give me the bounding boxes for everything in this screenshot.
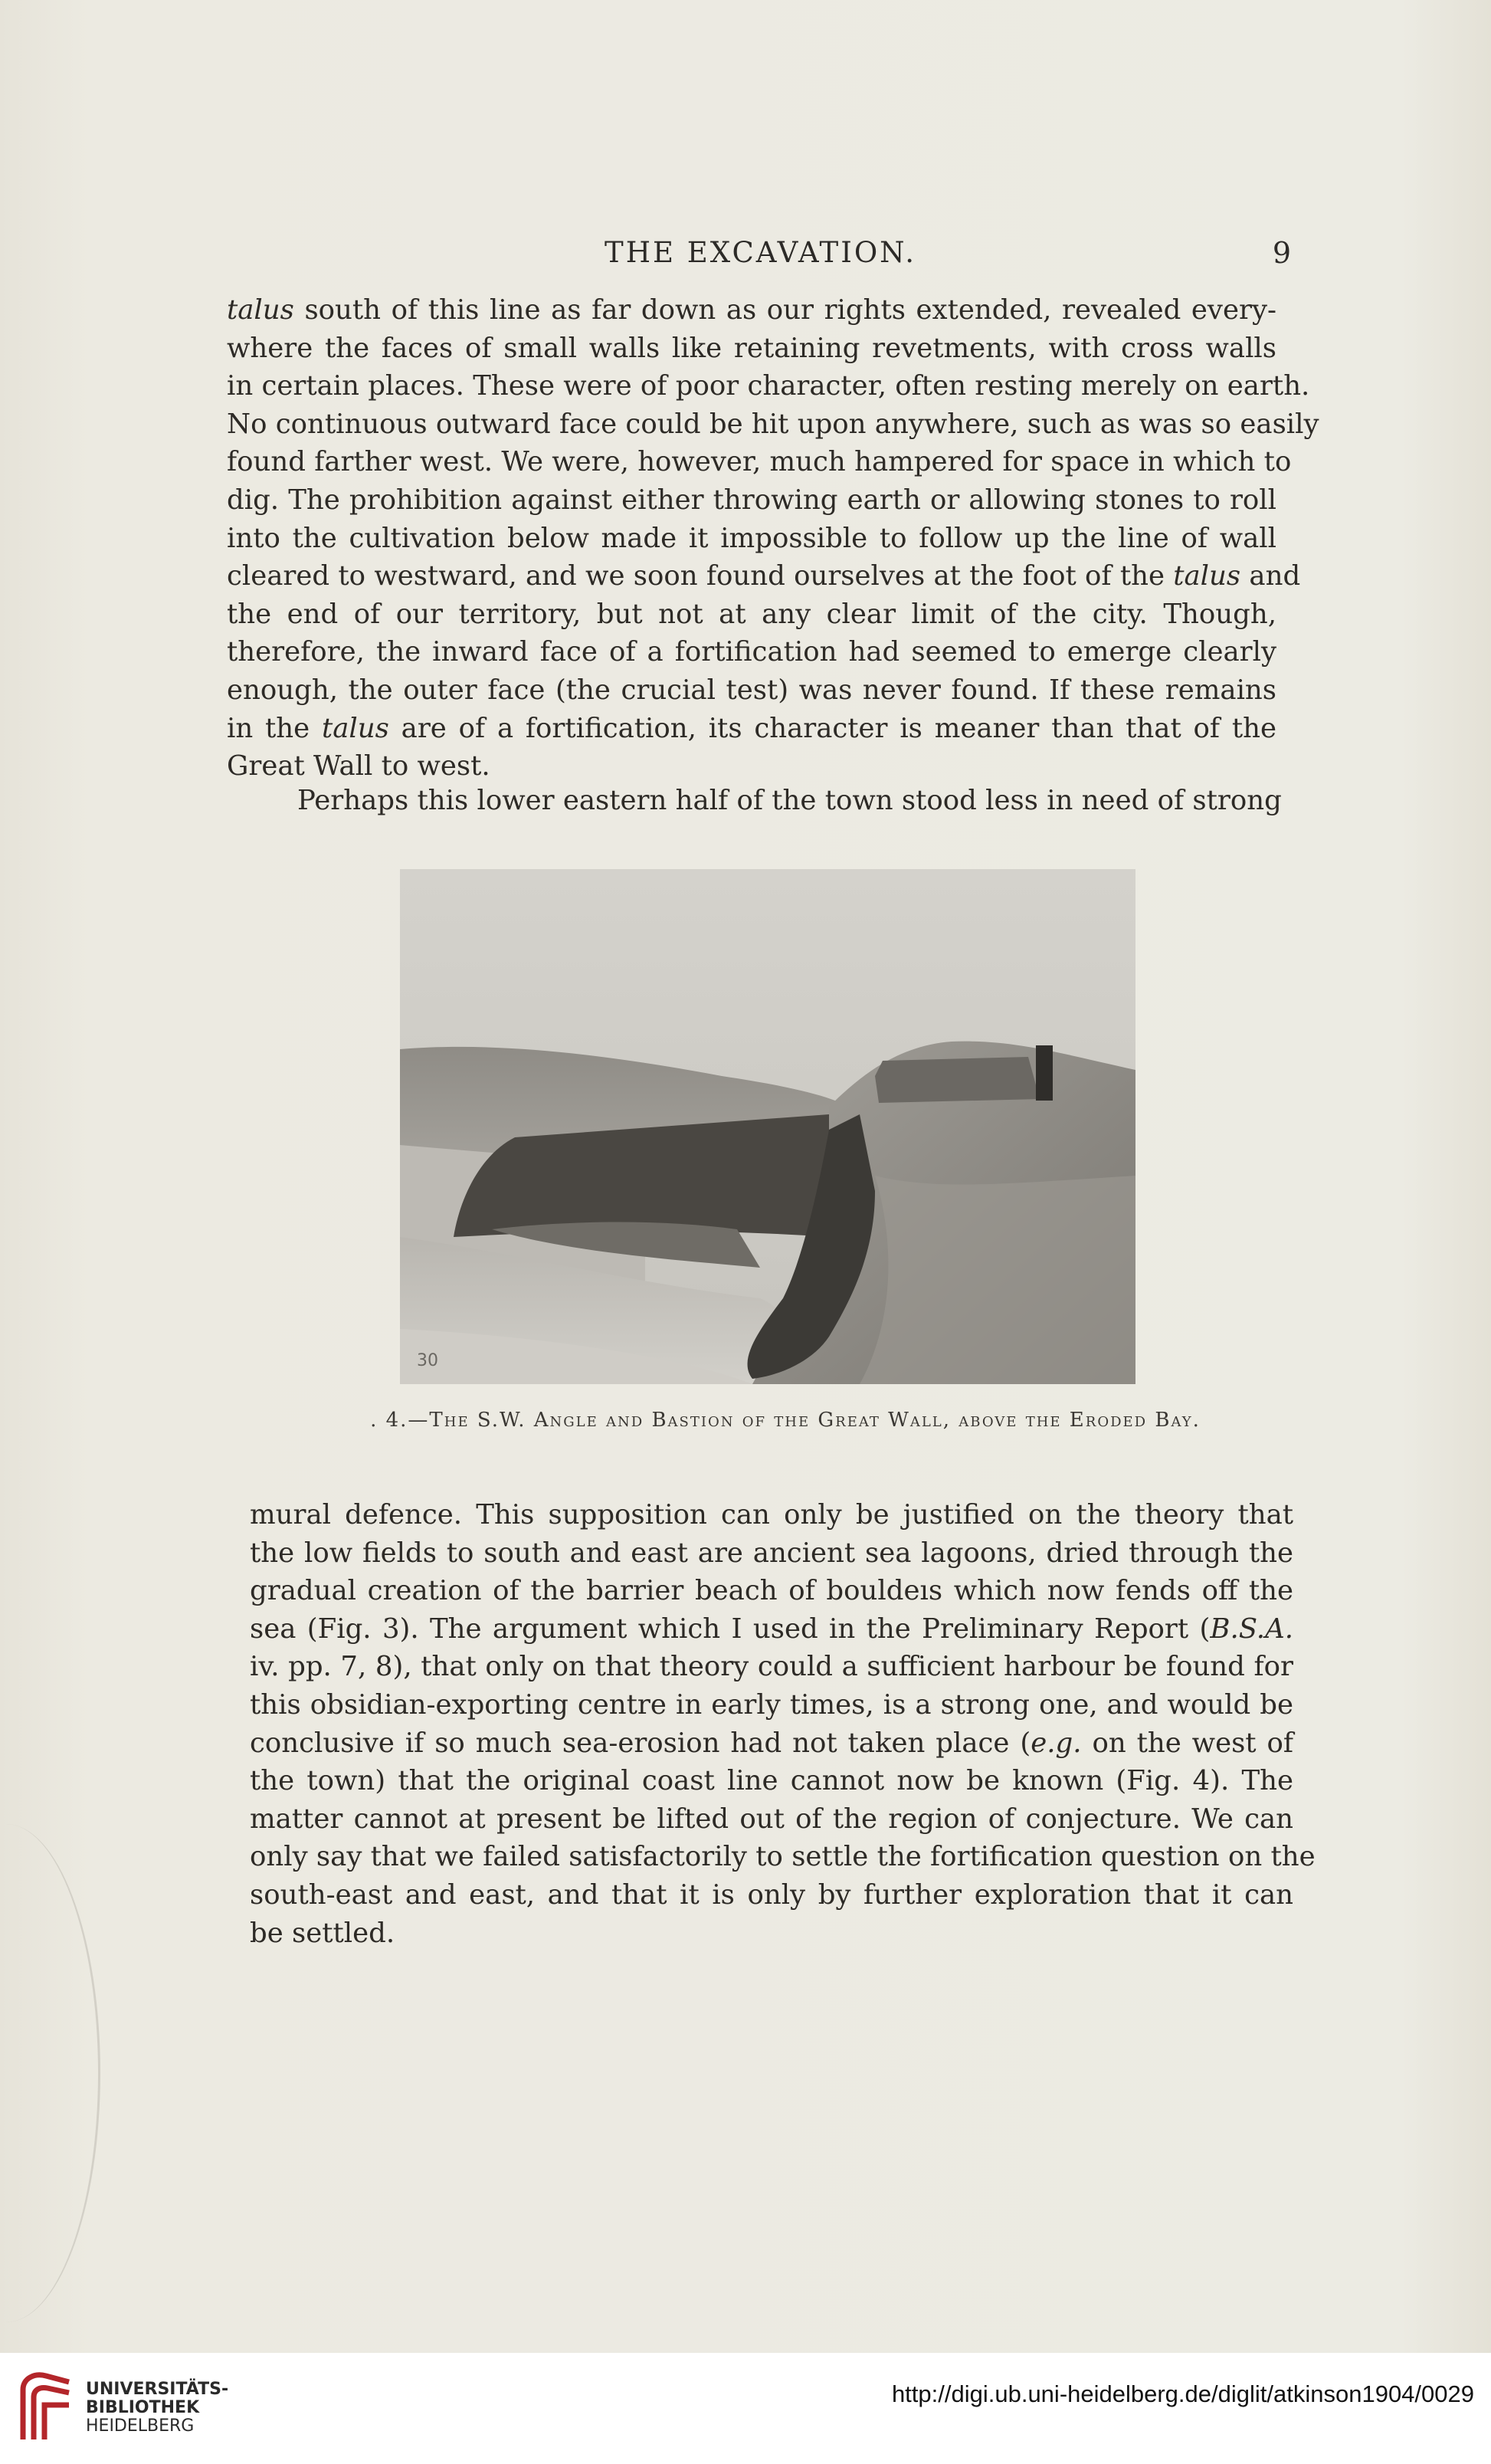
text-line: [227, 710, 1276, 748]
italic-term: talus: [1173, 560, 1241, 592]
text-run: Great Wall to west.: [227, 750, 490, 783]
library-name-line-1: UNIVERSITÄTS-: [86, 2380, 229, 2399]
text-run: on the west of: [1081, 1727, 1294, 1759]
running-header: [230, 236, 1291, 279]
text-line: [227, 520, 1276, 558]
text-line: [250, 1648, 1293, 1686]
text-line: [250, 1496, 1293, 1534]
text-line: [250, 1914, 1293, 1953]
text-run: in certain places. These were of poor character, often resting merely on earth.: [227, 370, 1310, 402]
italic-term: e.g.: [1031, 1727, 1082, 1759]
text-run: the town) that the original coast line cannot now be known (Fig. 4). The: [250, 1765, 1293, 1797]
text-run: mural defence. This supposition can only be justified on the theory that: [250, 1499, 1293, 1531]
text-line: [250, 1800, 1293, 1839]
page-number: 9: [1272, 236, 1291, 270]
text-run: therefore, the inward face of a fortification had seemed to emerge clearly: [227, 636, 1276, 668]
text-line: [227, 671, 1276, 710]
text-run: south of this line as far down as our rights extended, revealed every-: [293, 294, 1276, 326]
text-line: [227, 633, 1276, 671]
paragraph-2: [227, 782, 1282, 820]
text-line: [250, 1762, 1293, 1800]
text-run: be settled.: [250, 1917, 395, 1949]
text-line: [250, 1572, 1293, 1610]
text-run: where the faces of small walls like retaining revetments, with cross walls: [227, 332, 1276, 364]
text-run: dig. The prohibition against either throwing earth or allowing stones to roll: [227, 484, 1276, 516]
text-line: [227, 405, 1319, 444]
text-run: in the: [227, 712, 322, 744]
figure-photograph: [400, 869, 1135, 1384]
text-line: [250, 1610, 1293, 1649]
text-run: found farther west. We were, however, much hampered for space in which to: [227, 446, 1292, 478]
university-library-logo-icon: [15, 2367, 77, 2447]
text-line: [250, 1686, 1293, 1724]
source-url-link[interactable]: http://digi.ub.uni-heidelberg.de/diglit/atkinson1904/0029: [891, 2380, 1474, 2407]
paragraph-1: [227, 291, 1319, 786]
text-line: [227, 747, 1276, 786]
text-line: [227, 443, 1292, 481]
library-name: [86, 2380, 228, 2436]
text-run: Perhaps this lower eastern half of the town stood less in need of strong: [297, 785, 1282, 816]
text-run: the low fields to south and east are ancient sea lagoons, dried through the: [250, 1537, 1293, 1569]
library-name-line-3: HEIDELBERG: [86, 2416, 195, 2436]
italic-term: talus: [321, 712, 389, 744]
text-run: cleared to westward, and we soon found ourselves at the foot of the: [227, 560, 1174, 592]
text-run: No continuous outward face could be hit upon anywhere, such as was so easily: [227, 408, 1319, 440]
text-line: [250, 1876, 1293, 1914]
text-line: [227, 330, 1276, 368]
text-line: [227, 367, 1310, 405]
text-run: and: [1240, 560, 1301, 592]
text-run: into the cultivation below made it impossible to follow up the line of wall: [227, 522, 1276, 554]
paragraph-3: [250, 1496, 1316, 1952]
text-run: are of a fortification, its character is meaner than that of the: [388, 712, 1276, 744]
text-line: [250, 1534, 1293, 1573]
italic-term: talus: [227, 294, 294, 326]
library-name-line-2: BIBLIOTHEK: [86, 2398, 200, 2417]
photo-great-wall-bastion: [400, 869, 1135, 1384]
text-line: [250, 1838, 1316, 1876]
italic-term: B.S.A.: [1210, 1613, 1293, 1645]
text-line: [227, 481, 1276, 520]
text-run: the end of our territory, but not at any clear limit of the city. Though,: [227, 598, 1276, 630]
text-run: this obsidian-exporting centre in early times, is a strong one, and would be: [250, 1688, 1293, 1721]
text-line: [227, 782, 1282, 820]
text-line: [227, 557, 1301, 595]
text-run: only say that we failed satisfactorily to settle the fortification question on the: [250, 1841, 1316, 1873]
photo-number: 30: [417, 1351, 438, 1370]
text-run: enough, the outer face (the crucial test) was never found. If these remains: [227, 674, 1276, 706]
text-line: [227, 595, 1276, 634]
text-run: conclusive if so much sea-erosion had not taken place (: [250, 1727, 1031, 1759]
text-line: [250, 1724, 1293, 1763]
text-run: south-east and east, and that it is only by further exploration that it can: [250, 1878, 1293, 1911]
text-run: iv. pp. 7, 8), that only on that theory could a sufficient harbour be found for: [250, 1651, 1293, 1683]
text-run: matter cannot at present be lifted out of the region of conjecture. We can: [250, 1803, 1293, 1835]
text-line: [227, 291, 1276, 330]
text-run: sea (Fig. 3). The argument which I used in the Preliminary Report (: [250, 1613, 1211, 1645]
chapter-title: THE EXCAVATION.: [605, 236, 916, 269]
figure-caption: . 4.—The S.W. Angle and Bastion of the Great Wall, above the Eroded Bay.: [370, 1409, 1201, 1432]
library-footer: [0, 2353, 1491, 2464]
text-run: gradual creation of the barrier beach of bouldeıs which now fends off the: [250, 1575, 1293, 1607]
page-edge-shadow: [6, 1824, 100, 2322]
